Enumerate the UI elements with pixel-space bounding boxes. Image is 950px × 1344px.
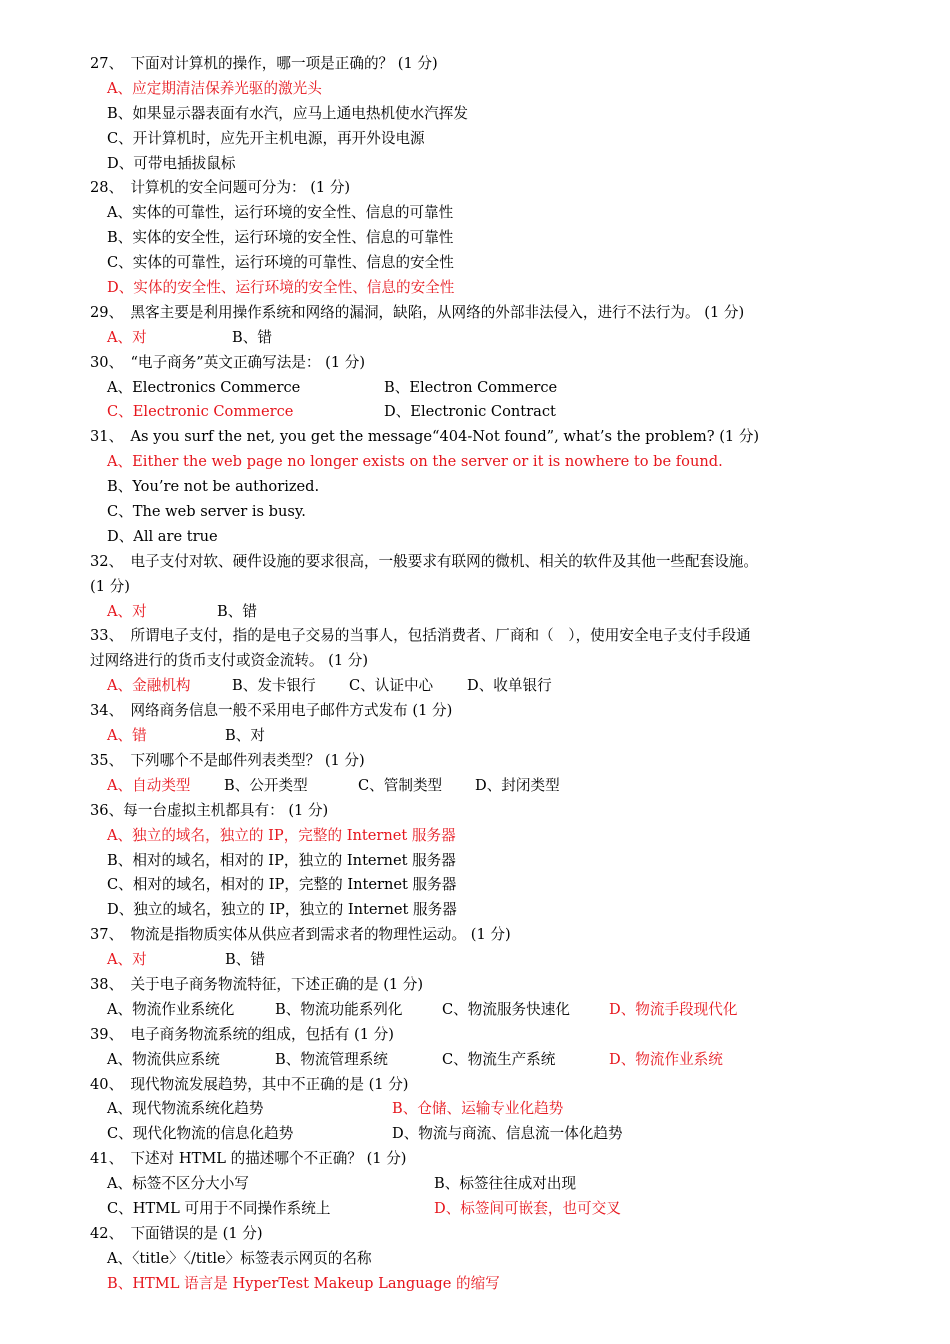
correct-answer-option: D、标签间可嵌套，也可交叉 [434, 1199, 621, 1217]
option-row [90, 1048, 870, 1073]
question-item [90, 550, 870, 625]
option-row [90, 674, 870, 699]
correct-answer-option: D、物流手段现代化 [609, 1000, 738, 1018]
answer-option: B、错 [232, 328, 272, 346]
correct-answer-option: C、Electronic Commerce [107, 403, 294, 421]
option-row [90, 326, 870, 351]
question-item [90, 749, 870, 799]
answer-option: A、标签不区分大小写 [107, 1175, 249, 1193]
question-item [90, 351, 870, 426]
option-row [90, 600, 870, 625]
question-stem: 42、 下面错误的是 (1 分) [90, 1224, 263, 1242]
option-row [90, 873, 870, 898]
option-row [90, 127, 870, 152]
answer-option: C、物流服务快速化 [442, 1000, 570, 1018]
correct-answer-option: A、应定期清洁保养光驱的激光头 [107, 79, 322, 97]
option-row [90, 998, 870, 1023]
answer-option: B、标签往往成对出现 [434, 1175, 577, 1193]
answer-option: A、〈title〉〈/title〉标签表示网页的名称 [107, 1249, 372, 1267]
question-item [90, 52, 870, 176]
question-stem: 36、每一台虚拟主机都具有： (1 分) [90, 801, 329, 819]
option-row [90, 276, 870, 301]
question-stem: 过网络进行的货币支付或资金流转。 (1 分) [90, 652, 369, 670]
question-item [90, 1222, 870, 1297]
question-item [90, 624, 870, 699]
option-row [90, 898, 870, 923]
question-stem: 40、 现代物流发展趋势，其中不正确的是 (1 分) [90, 1075, 409, 1093]
correct-answer-option: A、对 [107, 602, 147, 620]
option-row [90, 849, 870, 874]
question-stem: 31、 As you surf the net, you get the message“404-Not found”, what’s the problem? (1 分) [90, 428, 760, 446]
question-stem: 27、 下面对计算机的操作，哪一项是正确的？ (1 分) [90, 55, 438, 72]
question-item [90, 799, 870, 923]
option-row [90, 152, 870, 177]
answer-option: C、物流生产系统 [442, 1050, 556, 1068]
question-item [90, 1147, 870, 1222]
question-item [90, 301, 870, 351]
answer-option: D、封闭类型 [475, 776, 560, 794]
question-stem: 32、 电子支付对软、硬件设施的要求很高，一般要求有联网的微机、相关的软件及其他一些配套设施。 [90, 552, 758, 570]
option-row [90, 77, 870, 102]
option-row [90, 1097, 870, 1122]
answer-option: C、开计算机时，应先开主机电源，再开外设电源 [107, 129, 425, 147]
question-stem: 39、 电子商务物流系统的组成，包括有 (1 分) [90, 1025, 394, 1043]
answer-option: C、实体的可靠性，运行环境的可靠性、信息的安全性 [107, 254, 454, 272]
answer-option: C、HTML 可用于不同操作系统上 [107, 1199, 331, 1217]
answer-option: D、可带电插拔鼠标 [107, 154, 236, 172]
correct-answer-option: B、HTML 语言是 HyperTest Makeup Language 的缩写 [107, 1274, 500, 1292]
correct-answer-option: A、Either the web page no longer exists on the server or it is nowhere to be found. [107, 453, 723, 471]
answer-option: A、现代物流系统化趋势 [107, 1100, 264, 1118]
option-row [90, 774, 870, 799]
correct-answer-option: A、金融机构 [107, 677, 191, 695]
answer-option: B、You’re not be authorized. [107, 478, 320, 496]
answer-option: C、The web server is busy. [107, 503, 306, 521]
question-stem: 34、 网络商务信息一般不采用电子邮件方式发布 (1 分) [90, 702, 453, 720]
answer-option: B、发卡银行 [232, 677, 316, 695]
answer-option: A、实体的可靠性，运行环境的安全性、信息的可靠性 [107, 204, 454, 222]
correct-answer-option: A、错 [107, 727, 147, 745]
answer-option: B、错 [217, 602, 257, 620]
quiz-page [90, 52, 870, 1297]
question-stem: 38、 关于电子商务物流特征，下述正确的是 (1 分) [90, 975, 424, 993]
option-row [90, 226, 870, 251]
question-stem: 30、 “电子商务”英文正确写法是： (1 分) [90, 353, 366, 371]
option-row [90, 251, 870, 276]
option-row [90, 1272, 870, 1297]
answer-option: D、收单银行 [467, 677, 552, 695]
option-row [90, 1247, 870, 1272]
option-row [90, 525, 870, 550]
answer-option: B、如果显示器表面有水汽，应马上通电热机使水汽挥发 [107, 104, 468, 122]
answer-option: B、物流管理系统 [275, 1050, 388, 1068]
answer-option: D、Electronic Contract [384, 403, 556, 421]
question-stem: 29、 黑客主要是利用操作系统和网络的漏洞，缺陷，从网络的外部非法侵入，进行不法行为。 (1 分) [90, 303, 745, 321]
answer-option: C、认证中心 [349, 677, 434, 695]
answer-option: A、物流供应系统 [107, 1050, 220, 1068]
question-item [90, 973, 870, 1023]
option-row [90, 201, 870, 226]
answer-option: C、相对的域名，相对的 IP，完整的 Internet 服务器 [107, 876, 457, 894]
option-row [90, 450, 870, 475]
correct-answer-option: A、自动类型 [107, 776, 191, 794]
question-stem: 28、 计算机的安全问题可分为： (1 分) [90, 179, 351, 197]
answer-option: B、公开类型 [224, 776, 308, 794]
question-stem: 37、 物流是指物质实体从供应者到需求者的物理性运动。 (1 分) [90, 926, 511, 944]
question-item [90, 1023, 870, 1073]
answer-option: B、相对的域名，相对的 IP，独立的 Internet 服务器 [107, 851, 456, 869]
question-item [90, 1073, 870, 1148]
correct-answer-option: A、对 [107, 951, 147, 969]
option-row [90, 376, 870, 401]
answer-option: C、现代化物流的信息化趋势 [107, 1125, 294, 1143]
correct-answer-option: A、对 [107, 328, 147, 346]
option-row [90, 724, 870, 749]
question-item [90, 923, 870, 973]
option-row [90, 1122, 870, 1147]
answer-option: A、Electronics Commerce [107, 378, 301, 396]
answer-option: B、实体的安全性，运行环境的安全性、信息的可靠性 [107, 229, 454, 247]
answer-option: D、All are true [107, 527, 218, 545]
correct-answer-option: D、实体的安全性、运行环境的安全性、信息的安全性 [107, 279, 455, 297]
answer-option: D、物流与商流、信息流一体化趋势 [392, 1125, 623, 1143]
question-item [90, 425, 870, 549]
correct-answer-option: B、仓储、运输专业化趋势 [392, 1100, 564, 1118]
option-row [90, 1197, 870, 1222]
answer-option: D、独立的域名，独立的 IP，独立的 Internet 服务器 [107, 901, 457, 919]
question-stem: 41、 下述对 HTML 的描述哪个不正确？ (1 分) [90, 1150, 407, 1168]
question-stem: 33、 所谓电子支付，指的是电子交易的当事人，包括消费者、厂商和（ ），使用安全电子支付手段通 [90, 627, 751, 645]
answer-option: B、错 [225, 951, 265, 969]
option-row [90, 1172, 870, 1197]
answer-option: B、Electron Commerce [384, 378, 558, 396]
correct-answer-option: A、独立的域名，独立的 IP，完整的 Internet 服务器 [107, 826, 456, 844]
correct-answer-option: D、物流作业系统 [609, 1050, 723, 1068]
answer-option: B、对 [225, 727, 265, 745]
question-item [90, 699, 870, 749]
question-stem: (1 分) [90, 577, 130, 595]
option-row [90, 500, 870, 525]
option-row [90, 948, 870, 973]
answer-option: A、物流作业系统化 [107, 1000, 235, 1018]
option-row [90, 475, 870, 500]
question-stem: 35、 下列哪个不是邮件列表类型？ (1 分) [90, 751, 365, 769]
answer-option: B、物流功能系列化 [275, 1000, 403, 1018]
question-item [90, 176, 870, 300]
option-row [90, 102, 870, 127]
answer-option: C、管制类型 [358, 776, 443, 794]
option-row [90, 824, 870, 849]
option-row [90, 400, 870, 425]
